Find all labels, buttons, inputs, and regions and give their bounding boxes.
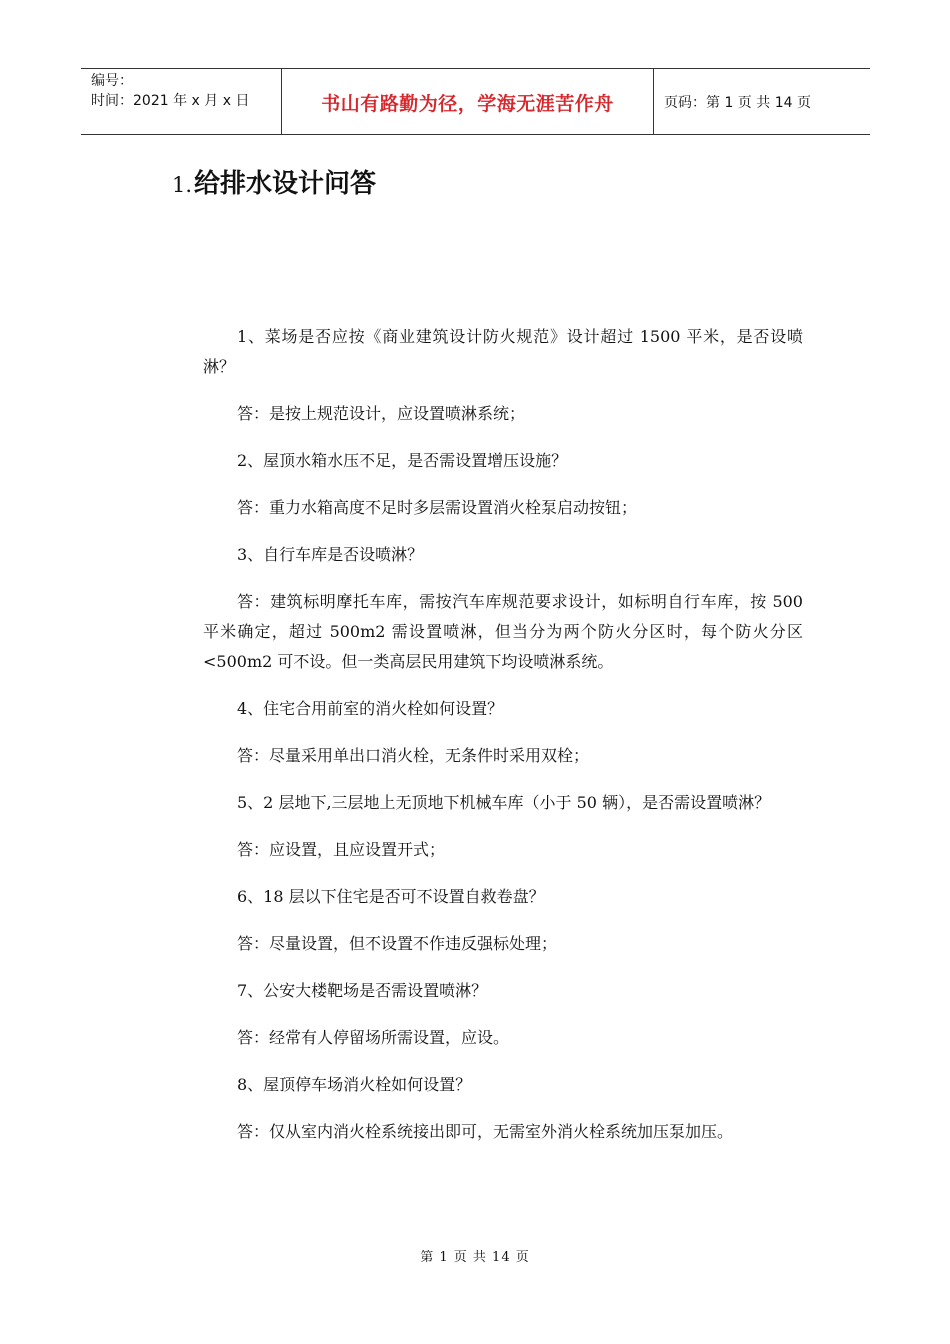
answer-7: 答：经常有人停留场所需设置，应设。 (237, 1028, 510, 1047)
serial-label: 编号： (91, 73, 133, 89)
question-4: 4、住宅合用前室的消火栓如何设置？ (237, 699, 504, 718)
question-1: 1、菜场是否应按《商业建筑设计防火规范》设计超过 1500 平米，是否设喷淋？ (203, 327, 803, 376)
question-2: 2、屋顶水箱水压不足，是否需设置增压设施？ (237, 451, 568, 470)
answer-1: 答：是按上规范设计，应设置喷淋系统； (237, 404, 526, 423)
header-motto-cell (282, 69, 654, 134)
time-label: 时间：2021 年 x 月 x 日 (91, 93, 250, 109)
document-title (172, 166, 376, 203)
header-page-cell (654, 69, 870, 134)
question-5: 5、2 层地下,三层地上无顶地下机械车库（小于 50 辆），是否需设置喷淋？ (237, 793, 771, 812)
answer-6: 答：尽量设置，但不设置不作违反强标处理； (237, 934, 558, 953)
question-6: 6、18 层以下住宅是否可不设置自救卷盘？ (237, 887, 545, 906)
title-text: 给排水设计问答 (194, 169, 377, 199)
answer-5: 答：应设置，且应设置开式； (237, 840, 446, 859)
title-number: 1. (172, 173, 193, 197)
question-7: 7、公安大楼靶场是否需设置喷淋？ (237, 981, 488, 1000)
page-label: 页码：第 1 页 共 14 页 (664, 94, 811, 111)
header-table (81, 68, 870, 135)
motto-text: 书山有路勤为径，学海无涯苦作舟 (321, 93, 614, 115)
answer-4: 答：尽量采用单出口消火栓，无条件时采用双栓； (237, 746, 590, 765)
question-8: 8、屋顶停车场消火栓如何设置？ (237, 1075, 472, 1094)
qa-body (203, 322, 803, 1164)
page-footer: 第 1 页 共 14 页 (420, 1250, 530, 1265)
header-meta-cell (81, 69, 282, 134)
answer-8: 答：仅从室内消火栓系统接出即可，无需室外消火栓系统加压泵加压。 (237, 1122, 734, 1141)
answer-3: 答：建筑标明摩托车库，需按汽车库规范要求设计，如标明自行车库，按 500 平米确定，超过 500m2 需设置喷淋，但当分为两个防火分区时，每个防火分区<500m2 可不设。但一类高层民用建筑下均设喷淋系统。 (203, 592, 803, 671)
answer-2: 答：重力水箱高度不足时多层需设置消火栓泵启动按钮； (237, 498, 638, 517)
question-3: 3、自行车库是否设喷淋？ (237, 545, 424, 564)
